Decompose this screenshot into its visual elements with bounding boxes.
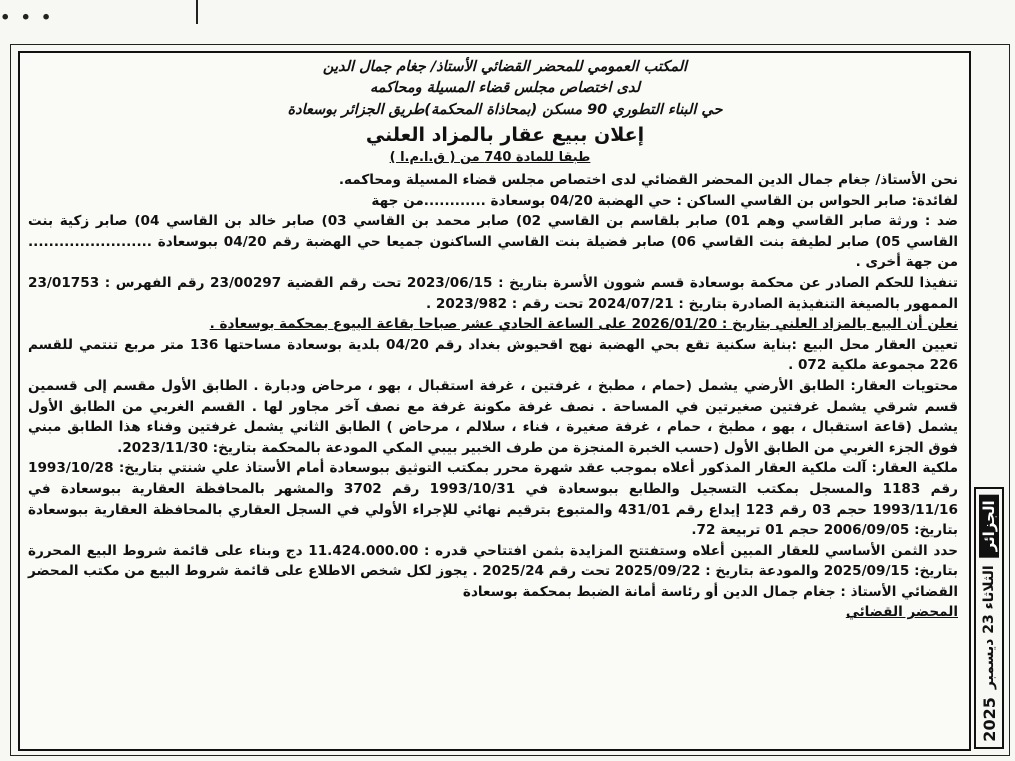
body-beneficiary: لفائدة: صابر الحواس بن القاسي الساكن : حي الهضبة 04/20 بوسعادة ............من جهة (371, 192, 958, 209)
issue-year: 2025 (979, 697, 999, 742)
newspaper-date-strip (974, 487, 1004, 749)
top-divider (196, 0, 198, 24)
signature-title: المحضر القضائي (845, 604, 958, 621)
notice-body (28, 170, 958, 623)
newspaper-name: الجزائر (979, 494, 999, 557)
body-property-contents: محتويات العقار: الطابق الأرضي يشمل (حمام ، مطبخ ، غرفتين ، غرفة استقبال ، بهو ، مرحاض ودبارة . الطابق الأول مقسم إلى قسمين قسم شرقي يشمل غرفتين صغيرتين في المساحة . نصف غرفة مكونة غرفة مع نصف آخر مجاور لها . القسم الغربي من الطابق الأول يشمل (قاعة استقبال ، بهو ، مطبخ ، حمام ، غرفة صغيرة ، فناء ، سلالم ، مرحاض ) الطابق الثاني يشمل غرفتين وفناء هذا الطابق مبني فوق الجزء الغربي من الطابق الأول (حسب الخبرة المنجزة من طرف الخبير بيبي المكي المودعة بالمحكمة بتاريخ: 2023/11/30. (28, 377, 958, 456)
body-ownership: ملكية العقار: آلت ملكية العقار المذكور أعلاه بموجب عقد شهرة محرر بمكتب التوثيق ببوسعادة أمام الأستاذ علي شنتي بتاريخ: 1993/10/28 رقم 1183 والمسجل بمكتب التسجيل والطابع ببوسعادة في 1993/10/31 رقم 3702 والمشهر بالمحافظة العقارية ببوسعادة في 1993/11/16 حجم 03 رقم 123 إيداع رقم 431/01 والمتبوع بترقيم نهائي للإجراء الأولي في السجل العقاري بالمحافظة العقارية ببوسعادة بتاريخ: 2006/09/05 حجم 01 تربيعة 72. (28, 460, 958, 539)
jurisdiction-line: لدى اختصاص مجلس قضاء المسيلة ومحاكمه (370, 80, 640, 96)
office-address: حي البناء التطوري 90 مسكن (بمحاذاة المحكمة)طريق الجزائر بوسعادة (287, 102, 723, 118)
body-price-terms: حدد الثمن الأساسي للعقار المبين أعلاه وستفتتح المزايدة بثمن افتتاحي قدره : 11.424.000.00 دج وبناء على قائمة شروط البيع المحررة بتاريخ: 2025/09/15 والمودعة بتاريخ : 2025/09/22 تحت رقم 2025/24 . يجوز لكل شخص الاطلاع على قائمة شروط البيع من مكتب المحضر القضائي الأستاذ : جغام جمال الدين أو رئاسة أمانة الضبط بمحكمة بوسعادة (28, 542, 958, 600)
body-judgment: تنفيذا للحكم الصادر عن محكمة بوسعادة قسم شوون الأسرة بتاريخ : 2023/06/15 تحت رقم القضية 23/00297 رقم الفهرس : 23/01753 الممهور بالصيغة التنفيذية الصادرة بتاريخ : 2024/07/21 تحت رقم : 2023/982 . (28, 274, 958, 312)
notice-box (18, 51, 971, 751)
notice-title: إعلان ببيع عقار بالمزاد العلني (365, 124, 645, 146)
notice-subtitle: طبقا للمادة 740 من ( ق.ا.م.ا ) (389, 150, 591, 165)
body-intro: نحن الأستاذ/ جغام جمال الدين المحضر القضائي لدى اختصاص مجلس قضاء المسيلة ومحاكمه. (338, 172, 958, 188)
office-name: المكتب العمومي للمحضر القضائي الأستاذ/ جغام جمال الدين (322, 59, 688, 75)
body-sale-date: نعلن أن البيع بالمزاد العلني بتاريخ : 2026/01/20 على الساعة الحادي عشر صباحا بقاعة البيوع بمحكمة بوسعادة . (209, 316, 958, 333)
body-property-location: تعيين العقار محل البيع :بناية سكنية تقع بحي الهضبة نهج اقحيوش بغداد رقم 04/20 بلدية بوسعادة مساحتها 136 متر مربع تنتمي للقسم 226 مجموعة ملكية 072 . (28, 336, 958, 374)
top-headline-fragment: ... (0, 0, 62, 24)
issue-date: الثلاثاء 23 ديسمبر (981, 565, 997, 690)
body-defendants: ضد : ورثة صابر القاسي وهم 01) صابر بلقاسم بن القاسي 02) صابر محمد بن القاسي 03) صابر خالد بن القاسي 04) صابر زكية بنت القاسي 05) صابر لطيفة بنت القاسي 06) صابر فضيلة بنت القاسي الساكنون جميعا حي الهضبة رقم 04/20 ببوسعادة ........................ من جهة أخرى . (28, 213, 958, 271)
date-strip-content (979, 494, 999, 741)
